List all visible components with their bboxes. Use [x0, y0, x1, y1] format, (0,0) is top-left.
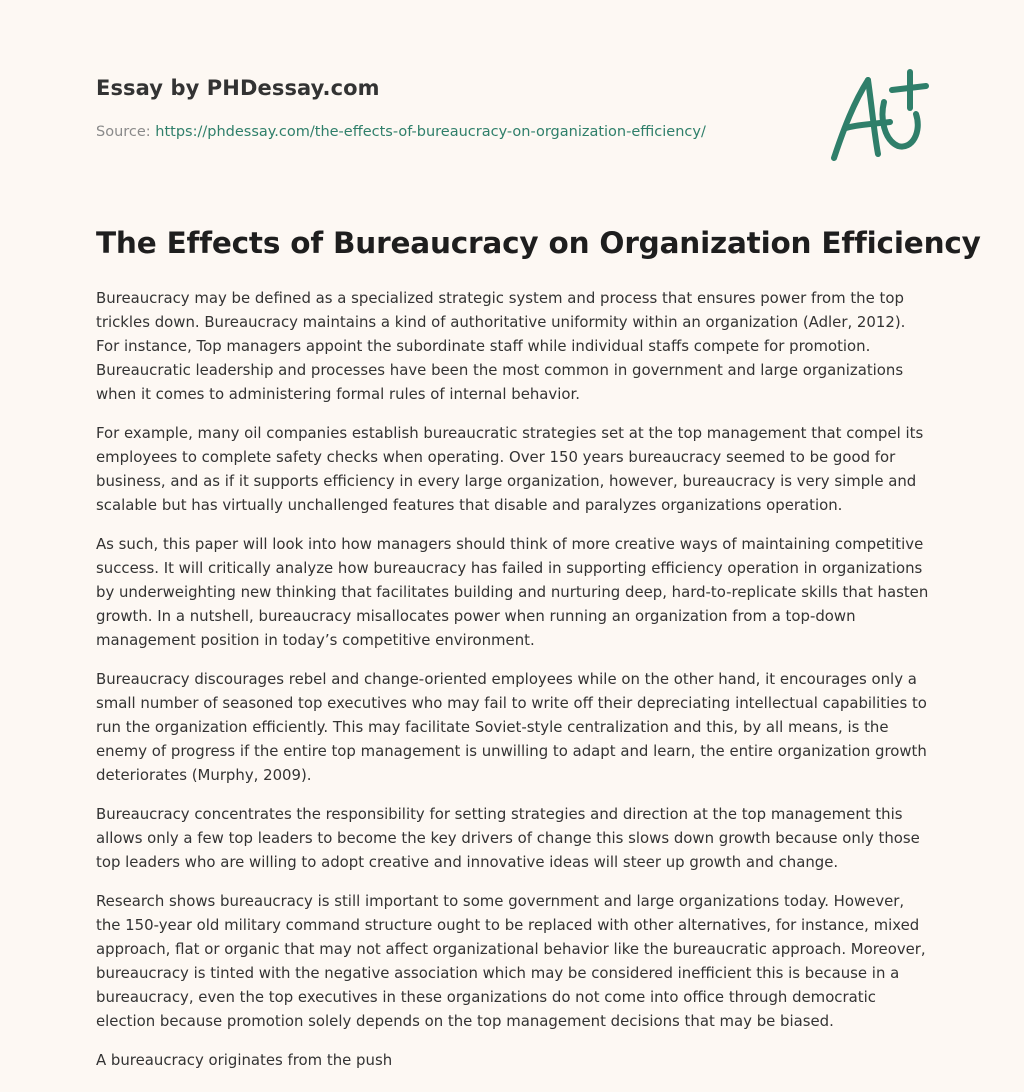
source-link[interactable]: https://phdessay.com/the-effects-of-bureaucracy-on-organization-efficiency/	[155, 124, 706, 140]
article-paragraph: As such, this paper will look into how managers should think of more creative ways of maintaining competitive success. It will critically analyze how bureaucracy has failed in supporting efficiency operation in organizations by underweighting new thinking that facilitates building and nurturing deep, hard-to-replicate skills that hasten growth. In a nutshell, bureaucracy misallocates power when running an organization from a top-down management position in today’s competitive environment.	[96, 535, 929, 649]
site-brand: Essay by PHDessay.com	[96, 76, 380, 100]
article-body	[96, 286, 932, 1087]
page-header	[96, 0, 928, 210]
source-label: Source:	[96, 124, 151, 140]
source-line	[96, 124, 706, 140]
article-paragraph: Bureaucracy concentrates the responsibility for setting strategies and direction at the top management this allows only a few top leaders to become the key drivers of change this slows down growth because only those top leaders who are willing to adopt creative and innovative ideas will steer up growth and change.	[96, 805, 920, 871]
article-paragraph: Bureaucracy may be defined as a specialized strategic system and process that ensures power from the top trickles down. Bureaucracy maintains a kind of authoritative uniformity within an organization (Adler, 2012). For instance, Top managers appoint the subordinate staff while individual staffs compete for promotion. Bureaucratic leadership and processes have been the most common in government and large organizations when it comes to administering formal rules of internal behavior.	[96, 289, 906, 403]
article-paragraph: For example, many oil companies establish bureaucratic strategies set at the top management that compel its employees to complete safety checks when operating. Over 150 years bureaucracy seemed to be good for business, and as if it supports efficiency in every large organization, however, bureaucracy is very simple and scalable but has virtually unchallenged features that disable and paralyzes organizations operation.	[96, 424, 924, 514]
article-title: The Effects of Bureaucracy on Organization Efficiency	[96, 226, 981, 260]
article-paragraph: Bureaucracy discourages rebel and change-oriented employees while on the other hand, it encourages only a small number of seasoned top executives who may fail to write off their depreciating intellectual capabilities to run the organization efficiently. This may facilitate Soviet-style centralization and this, by all means, is the enemy of progress if the entire top management is unwilling to adapt and learn, the entire organization growth deteriorates (Murphy, 2009).	[96, 670, 927, 784]
article-paragraph: Research shows bureaucracy is still important to some government and large organizations today. However, the 150-year old military command structure ought to be replaced with other alternatives, for instance, mixed approach, flat or organic that may not affect organizational behavior like the bureaucratic approach. Moreover, bureaucracy is tinted with the negative association which may be considered inefficient this is because in a bureaucracy, even the top executives in these organizations do not come into office through democratic election because promotion solely depends on the top management decisions that may be biased.	[96, 892, 926, 1030]
a-plus-logo-icon	[826, 66, 930, 166]
article-paragraph: A bureaucracy originates from the push	[96, 1051, 393, 1069]
